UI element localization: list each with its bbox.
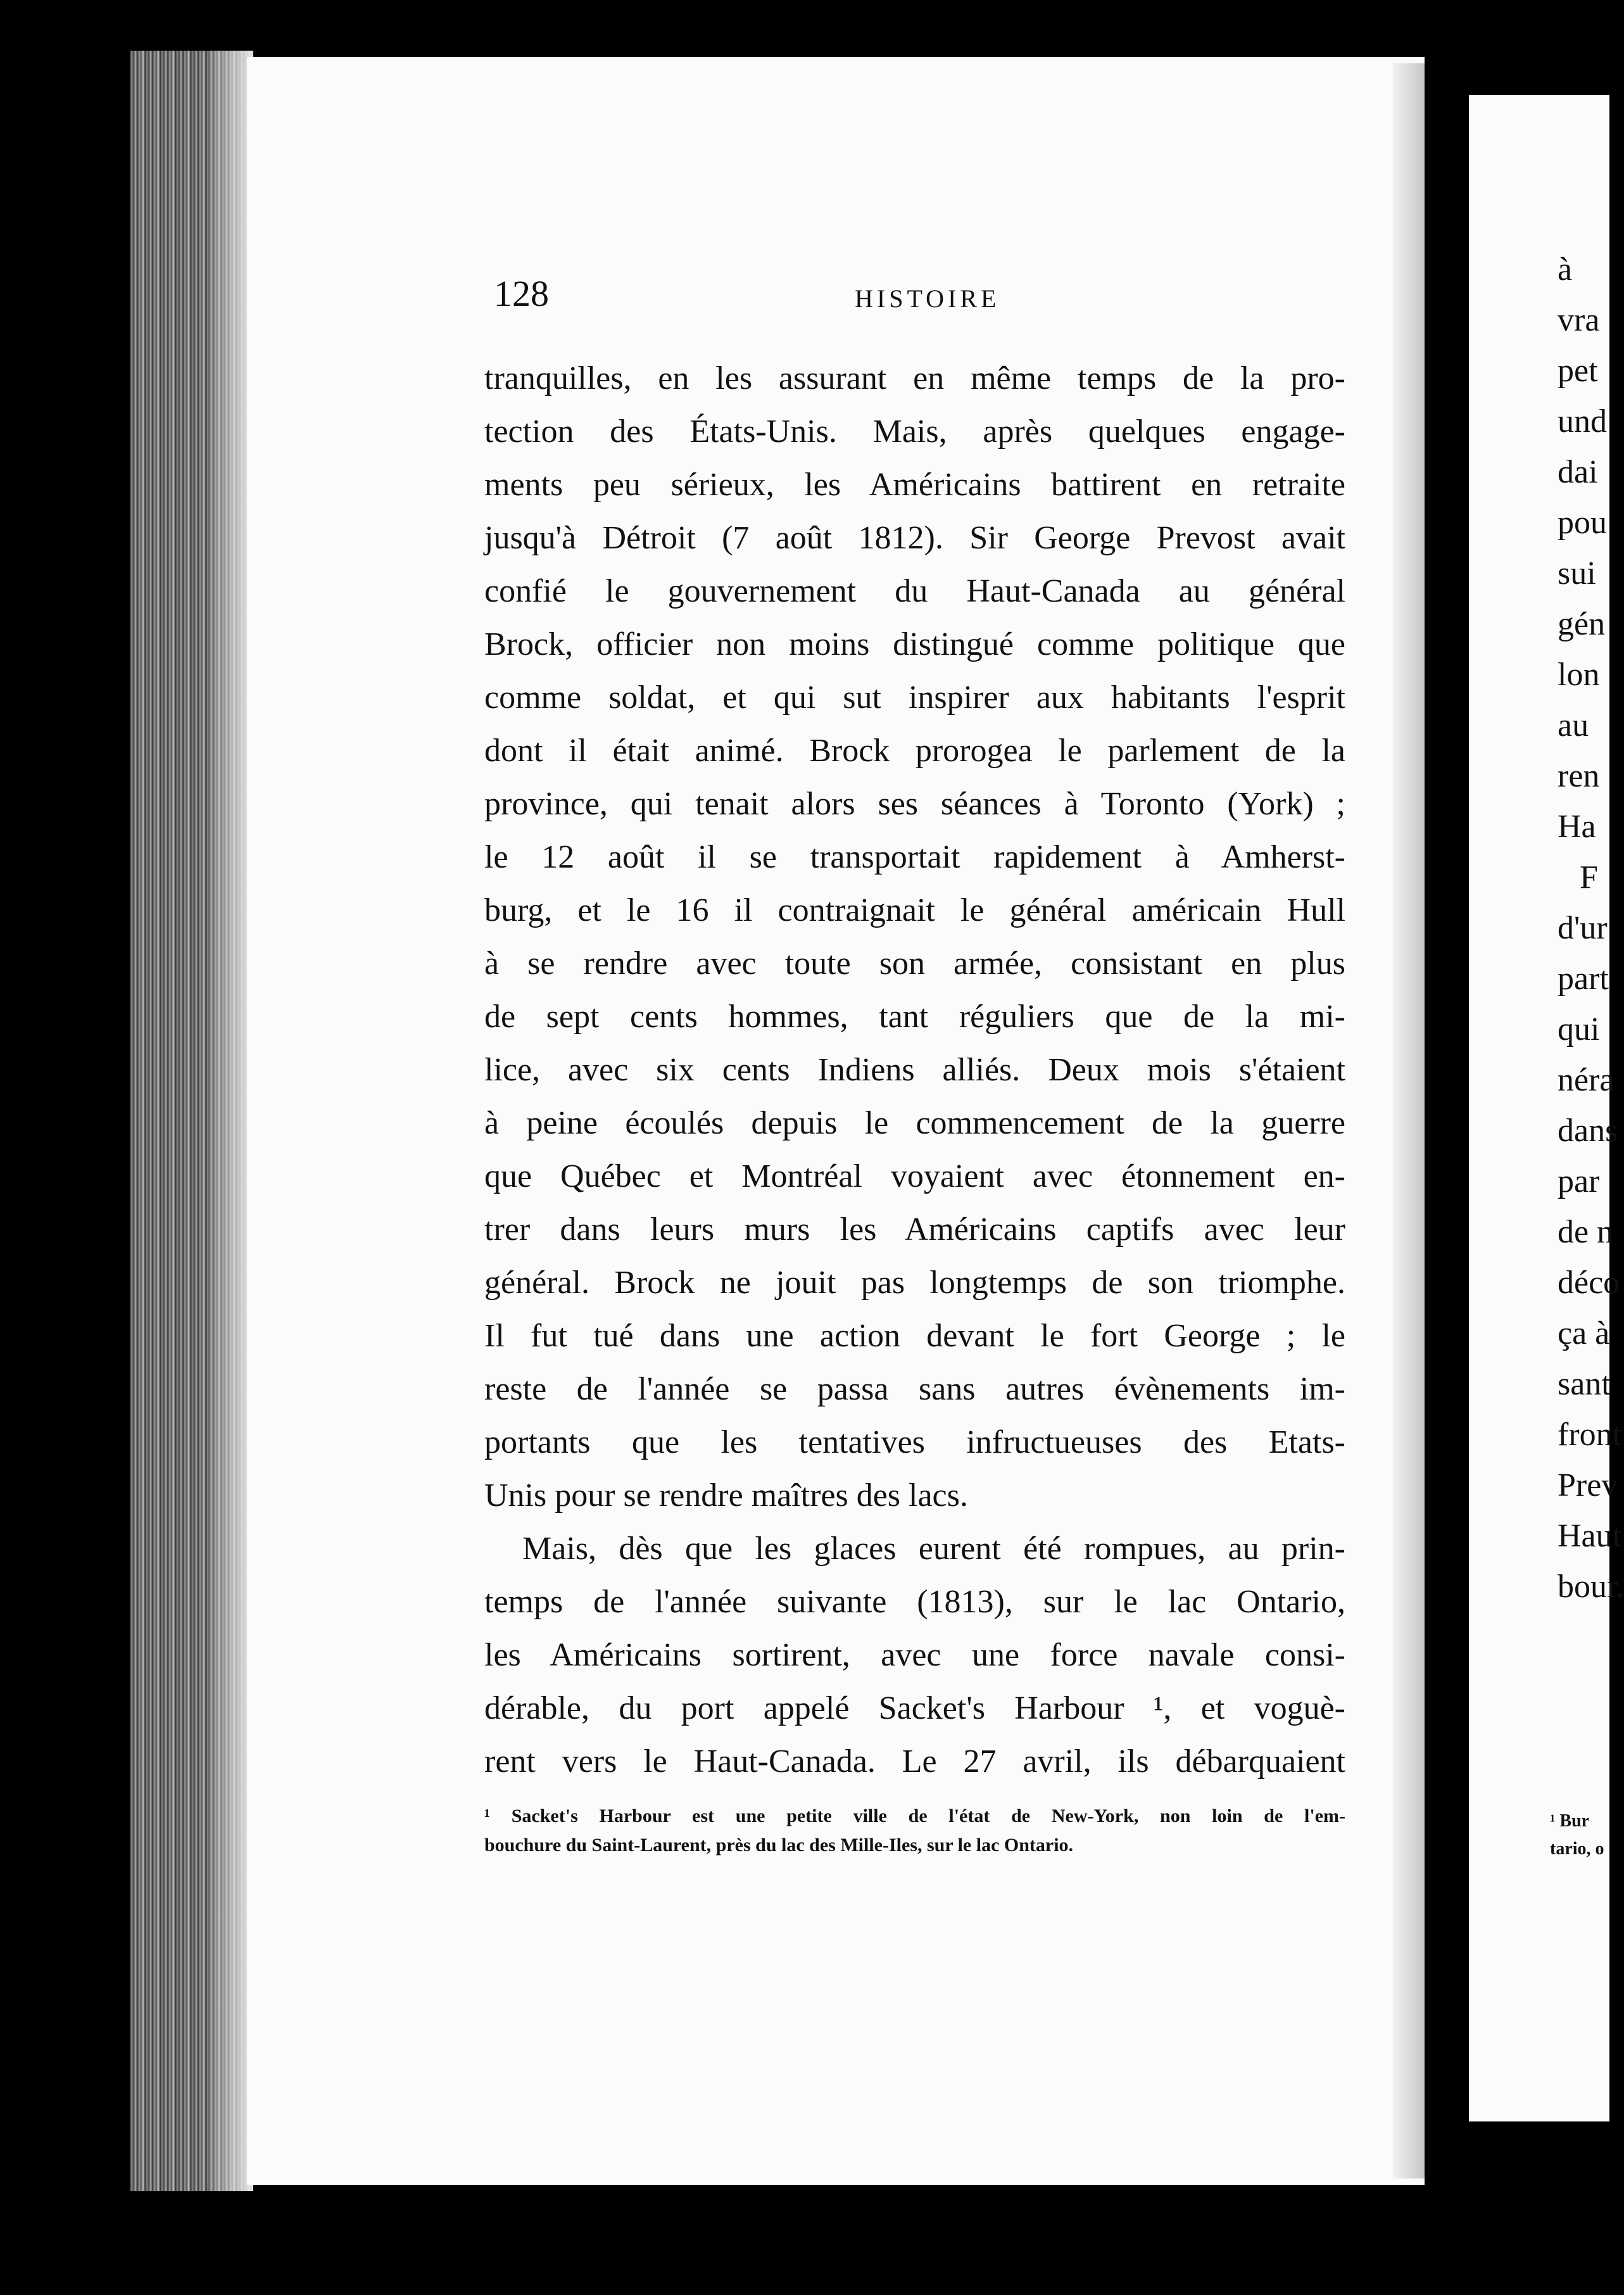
page-gutter — [1425, 38, 1475, 2223]
text-line: de sept cents hommes, tant réguliers que de la mi- — [484, 999, 1345, 1035]
adjacent-page-line: Ha — [1558, 809, 1596, 845]
text-line: Unis pour se rendre maîtres des lacs. — [484, 1477, 968, 1514]
text-line: temps de l'année suivante (1813), sur le lac Ontario, — [484, 1584, 1345, 1620]
adjacent-page-line: sui — [1558, 555, 1596, 591]
adjacent-page-line: bour. — [1558, 1569, 1624, 1605]
adjacent-page-line: pou — [1558, 505, 1607, 541]
adjacent-page-line: Prev — [1558, 1467, 1618, 1503]
adjacent-page-line: pet — [1558, 353, 1598, 389]
text-line: dérable, du port appelé Sacket's Harbour ¹, et voguè- — [484, 1690, 1345, 1726]
adjacent-page-line: qui — [1558, 1011, 1600, 1047]
adjacent-page-footnote: ¹ Bur — [1550, 1811, 1590, 1831]
text-line: le 12 août il se transportait rapidement à Amherst- — [484, 839, 1345, 875]
text-line: tranquilles, en les assurant en même temps de la pro- — [484, 360, 1345, 396]
adjacent-page-line: ren — [1558, 758, 1600, 794]
text-line: province, qui tenait alors ses séances à Toronto (York) ; — [484, 786, 1345, 822]
text-line: rent vers le Haut-Canada. Le 27 avril, ils débarquaient — [484, 1743, 1345, 1780]
adjacent-page-line: de n — [1558, 1214, 1614, 1250]
text-line: confié le gouvernement du Haut-Canada au général — [484, 573, 1345, 609]
adjacent-page-line: Haut — [1558, 1518, 1622, 1554]
adjacent-page-line: F — [1580, 859, 1598, 895]
adjacent-page-line: au — [1558, 707, 1589, 743]
adjacent-page-line: dai — [1558, 454, 1598, 490]
adjacent-page-line: gén — [1558, 606, 1606, 642]
adjacent-page-line: front — [1558, 1417, 1622, 1453]
text-line: portants que les tentatives infructueuses des Etats- — [484, 1424, 1345, 1460]
text-line: dont il était animé. Brock prorogea le parlement de la — [484, 733, 1345, 769]
adjacent-page-line: vra — [1558, 302, 1600, 338]
text-line: trer dans leurs murs les Américains captifs avec leur — [484, 1211, 1345, 1248]
text-line: à se rendre avec toute son armée, consistant en plus — [484, 945, 1345, 982]
adjacent-page-line: à — [1558, 251, 1573, 288]
adjacent-page-line: dans — [1558, 1113, 1618, 1149]
body-text — [484, 352, 1345, 1788]
text-line: tection des États-Unis. Mais, après quelques engage- — [484, 414, 1345, 450]
text-line: Brock, officier non moins distingué comme politique que — [484, 626, 1345, 662]
page-header — [494, 272, 1349, 323]
text-line: burg, et le 16 il contraignait le général américain Hull — [484, 892, 1345, 928]
adjacent-page-line: sant — [1558, 1366, 1611, 1402]
footnote-line: ¹ Sacket's Harbour est une petite ville de l'état de New-York, non loin de l'em- — [484, 1805, 1345, 1826]
adjacent-page-line: par — [1558, 1163, 1600, 1199]
adjacent-page-line: und — [1558, 403, 1607, 439]
text-line: Mais, dès que les glaces eurent été rompues, au prin- — [522, 1531, 1345, 1567]
text-line: ments peu sérieux, les Américains battirent en retraite — [484, 467, 1345, 503]
adjacent-page-line: part — [1558, 961, 1609, 997]
text-line: que Québec et Montréal voyaient avec étonnement en- — [484, 1158, 1345, 1194]
adjacent-page-line: déco — [1558, 1265, 1620, 1301]
text-line: reste de l'année se passa sans autres évènements im- — [484, 1371, 1345, 1407]
text-line: lice, avec six cents Indiens alliés. Deux mois s'étaient — [484, 1052, 1345, 1088]
adjacent-page-line: néra — [1558, 1062, 1615, 1098]
adjacent-page-footnote: tario, o — [1550, 1839, 1604, 1859]
text-line: les Américains sortirent, avec une force navale consi- — [484, 1637, 1345, 1673]
page-number: 128 — [494, 273, 549, 314]
text-line: jusqu'à Détroit (7 août 1812). Sir George Prevost avait — [484, 520, 1345, 556]
text-line: général. Brock ne jouit pas longtemps de son triomphe. — [484, 1265, 1345, 1301]
footnote-line: bouchure du Saint-Laurent, près du lac des Mille-Iles, sur le lac Ontario. — [484, 1835, 1074, 1856]
adjacent-page — [1469, 95, 1624, 2121]
footnotes — [484, 1802, 1345, 1860]
running-head: HISTOIRE — [855, 284, 1000, 313]
adjacent-page-line: ça à — [1558, 1315, 1610, 1351]
text-line: comme soldat, et qui sut inspirer aux habitants l'esprit — [484, 680, 1345, 716]
text-line: Il fut tué dans une action devant le fort George ; le — [484, 1318, 1345, 1354]
adjacent-page-line: d'ur — [1558, 910, 1608, 946]
text-line: à peine écoulés depuis le commencement de la guerre — [484, 1105, 1345, 1141]
adjacent-page-line: lon — [1558, 657, 1600, 693]
